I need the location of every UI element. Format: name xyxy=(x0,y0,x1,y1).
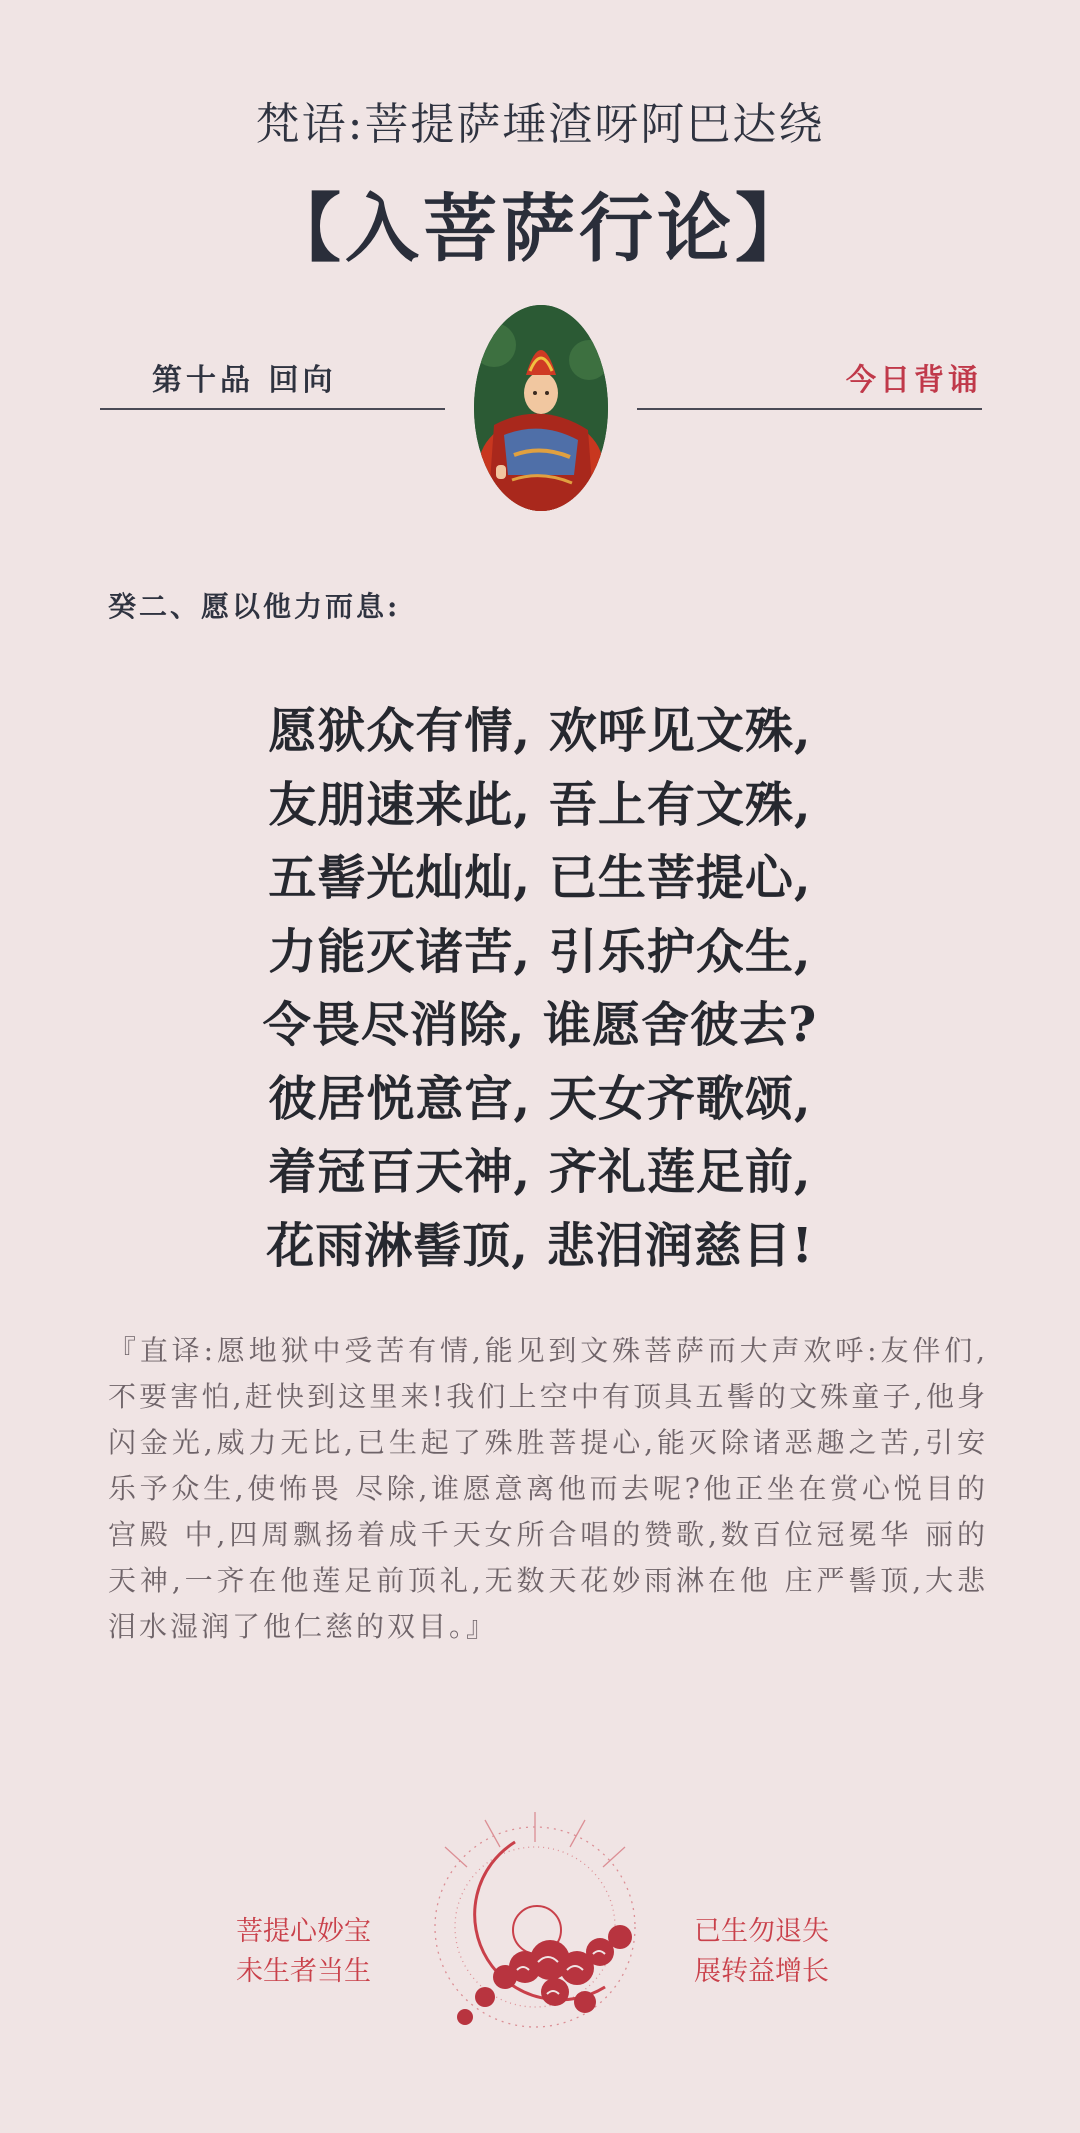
verse-line: 五髻光灿灿, 已生菩提心, xyxy=(268,850,812,906)
footer-left-line: 未生者当生 xyxy=(236,1956,371,1987)
footer-right-line: 展转益增长 xyxy=(694,1956,829,1987)
bodhisattva-portrait-image xyxy=(474,305,608,511)
verse-line: 花雨淋髻顶, 悲泪润慈目! xyxy=(266,1217,814,1274)
divider-left xyxy=(100,408,445,410)
chapter-label: 第十品 回向 xyxy=(152,363,337,398)
verse-line: 着冠百天神, 齐礼莲足前, xyxy=(268,1144,812,1200)
today-recite-label: 今日背诵 xyxy=(846,363,982,398)
page-subtitle: 梵语:菩提萨埵渣呀阿巴达绕 xyxy=(255,99,825,150)
page-title: 【入菩萨行论】 xyxy=(267,186,813,272)
footer-verse-left xyxy=(236,1912,371,1992)
footer-right-line: 已生勿退失 xyxy=(694,1916,829,1947)
verse-line: 彼居悦意宫, 天女齐歌颂, xyxy=(268,1070,812,1127)
verse-line: 令畏尽消除, 谁愿舍彼去? xyxy=(262,997,818,1053)
verse-line: 友朋速来此, 吾上有文殊, xyxy=(268,776,812,833)
divider-right xyxy=(637,408,982,410)
moon-cloud-emblem-icon xyxy=(405,1812,675,2052)
footer-verse-right xyxy=(694,1912,829,1992)
verse-block xyxy=(0,695,1080,1283)
translation-paragraph: 『直译:愿地狱中受苦有情,能见到文殊菩萨而大声欢呼:友伴们,不要害怕,赶快到这里来!我们上空中有顶具五髻的文殊童子,他身闪金光,威力无比,已生起了殊胜菩提心,能灭除诸恶趣之苦,引安乐予众生,使怖畏 尽除,谁愿意离他而去呢?他正坐在赏心悦目的宫殿 中,四周飘扬着成千天女所合唱的赞歌,数百位冠冕华 丽的天神,一齐在他莲足前顶礼,无数天花妙雨淋在他 庄严髻顶,大悲泪水湿润了他仁慈的双目。』 xyxy=(108,1334,988,1643)
footer-left-line: 菩提心妙宝 xyxy=(236,1916,371,1947)
verse-line: 力能灭诸苦, 引乐护众生, xyxy=(268,923,812,980)
section-heading: 癸二、愿以他力而息: xyxy=(108,590,401,623)
verse-line: 愿狱众有情, 欢呼见文殊, xyxy=(268,703,812,759)
